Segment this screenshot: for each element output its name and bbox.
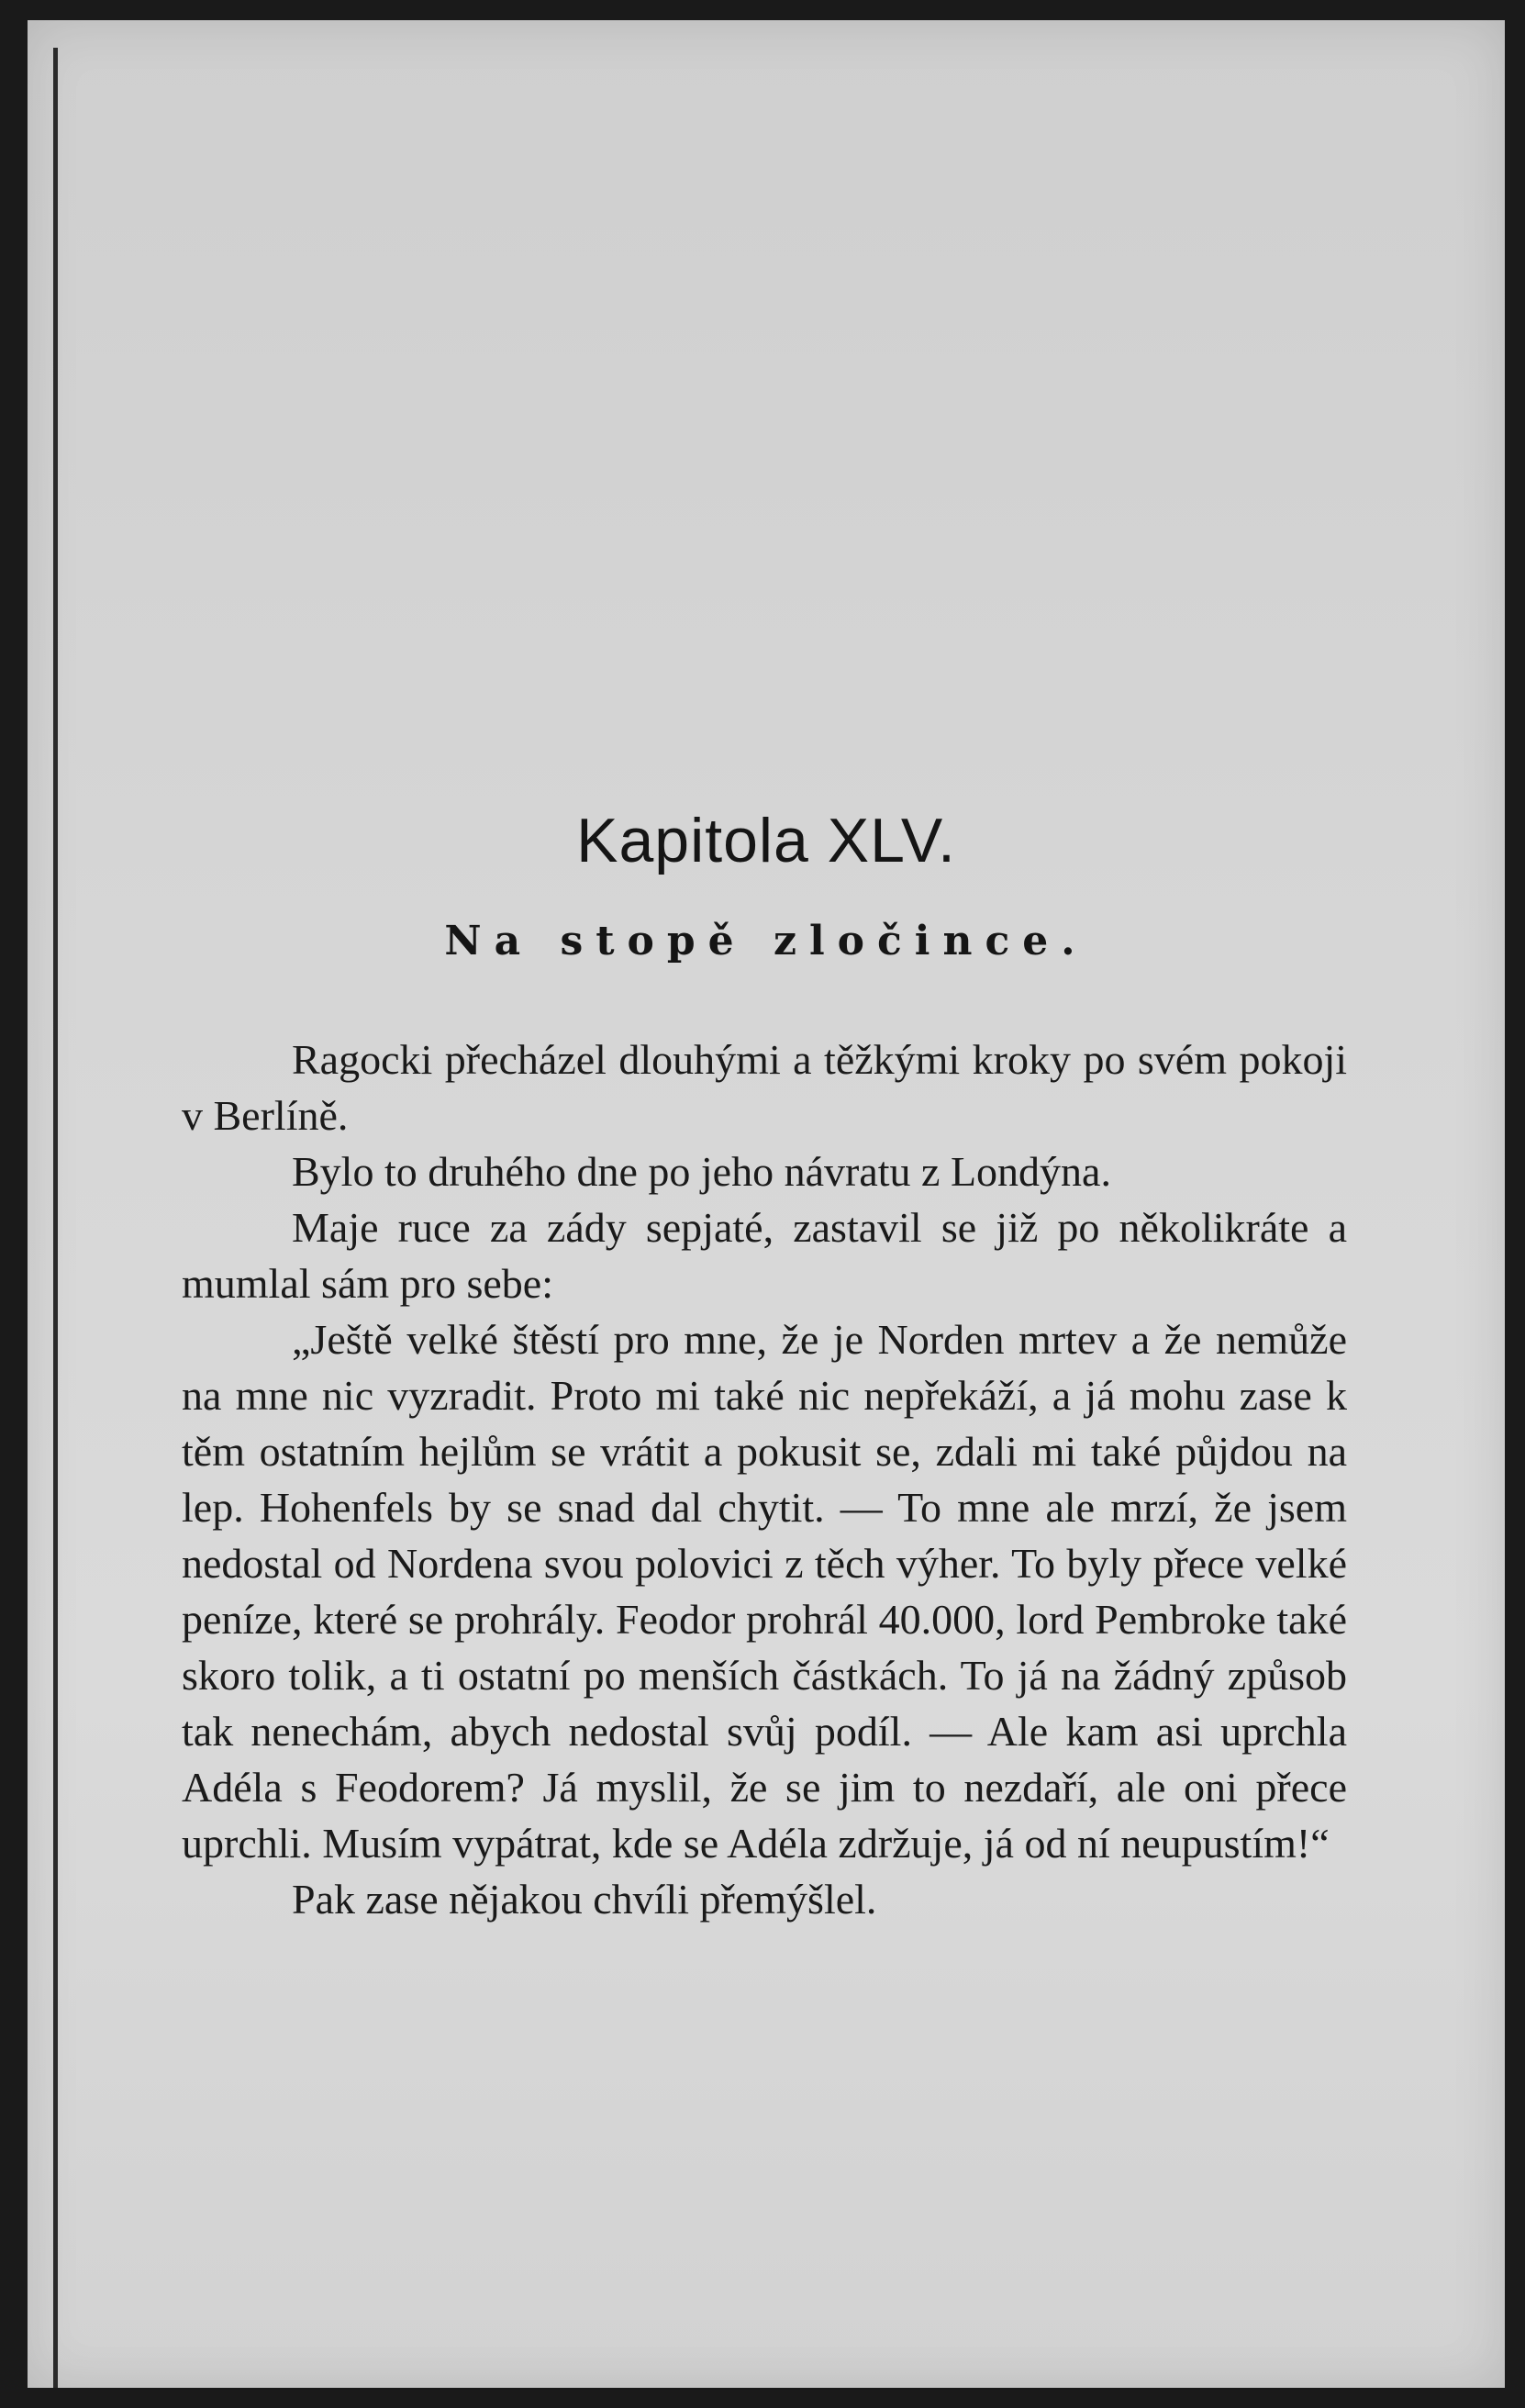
paragraph: Pak zase nějakou chvíli přemýšlel.	[292, 1876, 877, 1923]
chapter-subtitle: Na stopě zločince.	[444, 918, 1088, 964]
page-edge-rule	[53, 48, 58, 2388]
book-page	[28, 20, 1505, 2388]
paragraph: „Ještě velké štěstí pro mne, že je Norden mrtev a že nemůže na mne nic vyzradit. Proto mi také nic nepřekáží, a já mohu zase k těm ostatním hejlům se vrátit a pokusit se, zdali mi také půjdou na lep. Hohenfels by se snad dal chytit. — To mne ale mrzí, že jsem nedostal od Nordena svou polovici z těch výher. To byly přece velké peníze, které se prohrály. Feodor prohrál 40.000, lord Pembroke také skoro tolik, a ti ostatní po menších částkách. To já na žádný způsob tak nenechám, abych nedostal svůj podíl. — Ale kam asi uprchla Adéla s Feodorem? Já myslil, že se jim to nezdaří, ale oni přece uprchli. Musím vypátrat, kde se Adéla zdržuje, já od ní neupustím!“	[182, 1316, 1347, 1867]
body-text	[182, 1031, 1347, 1927]
chapter-title: Kapitola XLV.	[576, 806, 956, 875]
paragraph: Ragocki přecházel dlouhými a těžkými kroky po svém pokoji v Berlíně.	[182, 1036, 1347, 1139]
paragraph: Bylo to druhého dne po jeho návratu z Londýna.	[292, 1148, 1111, 1195]
paragraph: Maje ruce za zády sepjaté, zastavil se již po několikráte a mumlal sám pro sebe:	[182, 1204, 1347, 1307]
